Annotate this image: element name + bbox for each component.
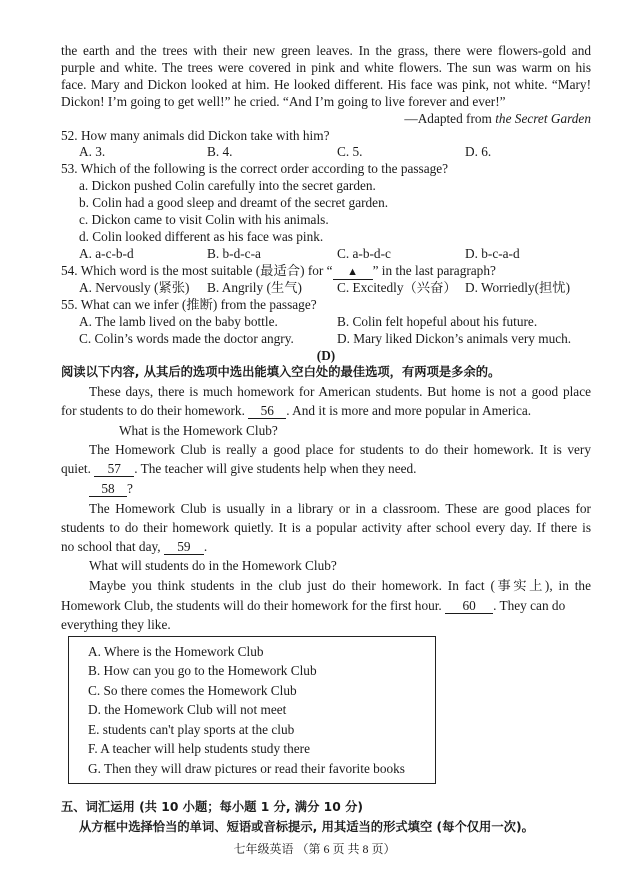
option-f[interactable]: F. A teacher will help students study there <box>88 741 310 756</box>
q55-option-a[interactable]: A. The lamb lived on the baby bottle. <box>79 314 278 329</box>
option-g[interactable]: G. Then they will draw pictures or read their favorite books <box>88 761 405 776</box>
text: . And it is more and more popular in America. <box>286 403 532 418</box>
blank-56[interactable]: 56 <box>248 404 286 419</box>
paragraph-line <box>61 597 591 614</box>
text: no school that day, <box>61 539 161 554</box>
q53-option-d[interactable]: D. b-c-a-d <box>465 246 520 261</box>
paragraph-line: students to do their homework quietly. It is a popular activity after school every day. If there is <box>61 520 591 535</box>
passage-line: purple and white. The trees were covered in pink and white flowers. The sun was warm on his <box>61 60 591 75</box>
blank-58[interactable]: 58 <box>89 482 127 497</box>
q54-blank: ▲ <box>333 265 373 280</box>
q54-option-c[interactable]: C. Excitedly（兴奋） <box>337 280 457 295</box>
q54-option-d[interactable]: D. Worriedly(担忧) <box>465 280 571 295</box>
text: . <box>203 539 208 554</box>
q52-option-c[interactable]: C. 5. <box>337 144 363 159</box>
q53-option-a[interactable]: A. a-c-b-d <box>79 246 134 261</box>
q55-option-b[interactable]: B. Colin felt hopeful about his future. <box>337 314 538 329</box>
q54-option-a[interactable]: A. Nervously (紧张) <box>79 280 190 295</box>
text: . The teacher will give students help when they need. <box>134 461 417 476</box>
q55-option-c[interactable]: C. Colin’s words made the doctor angry. <box>79 331 294 346</box>
question-55-stem: 55. What can we infer (推断) from the passage? <box>61 297 317 312</box>
question-52-stem: 52. How many animals did Dickon take with him? <box>61 128 330 143</box>
text: quiet. <box>61 461 91 476</box>
blank-57[interactable]: 57 <box>94 462 134 477</box>
text: ? <box>127 481 133 496</box>
section-5-instruction: 从方框中选择恰当的单词、短语或音标提示, 用其适当的形式填空 (每个仅用一次)。 <box>79 820 534 834</box>
blank-60[interactable]: 60 <box>445 599 493 614</box>
paragraph-line <box>61 538 591 555</box>
q52-option-a[interactable]: A. 3. <box>79 144 106 159</box>
heading-what-will-students-do: What will students do in the Homework Club? <box>89 558 337 573</box>
page-footer: 七年级英语 （第 6 页 共 8 页） <box>233 842 396 856</box>
q53-event: a. Dickon pushed Colin carefully into the secret garden. <box>79 178 376 193</box>
paragraph-line: These days, there is much homework for American students. But home is not a good place <box>89 384 591 399</box>
passage-line: face. Mary and Dickon looked at him. He looked different. His face was pink, not white. “Mary! <box>61 77 591 92</box>
options-box <box>68 636 436 784</box>
passage-source <box>61 110 591 127</box>
passage-line: Dickon! I’m going to get well!” he cried. “And I’m going to live forever and ever!” <box>61 94 506 109</box>
q52-option-d[interactable]: D. 6. <box>465 144 492 159</box>
text: for students to do their homework. <box>61 403 245 418</box>
q55-option-d[interactable]: D. Mary liked Dickon’s animals very much. <box>337 331 572 346</box>
paragraph-line <box>61 460 591 477</box>
q54-stem-post: ” in the last paragraph? <box>372 263 496 278</box>
section-d-label: (D) <box>316 348 336 363</box>
q52-option-b[interactable]: B. 4. <box>207 144 233 159</box>
option-a[interactable]: A. Where is the Homework Club <box>88 644 264 659</box>
section-5-title: 五、词汇运用 (共 10 小题；每小题 1 分, 满分 10 分) <box>61 800 363 814</box>
question-53-stem: 53. Which of the following is the correct order according to the passage? <box>61 161 449 176</box>
option-e[interactable]: E. students can't play sports at the club <box>88 722 295 737</box>
heading-blank-58 <box>89 480 591 497</box>
paragraph-line <box>61 402 591 419</box>
option-b[interactable]: B. How can you go to the Homework Club <box>88 663 317 678</box>
paragraph-line: Maybe you think students in the club just do their homework. In fact (事实上), in the <box>89 578 591 593</box>
q54-option-b[interactable]: B. Angrily (生气) <box>207 280 302 295</box>
section-d-instruction: 阅读以下内容, 从其后的选项中选出能填入空白处的最佳选项，有两项是多余的。 <box>61 365 501 379</box>
heading-what-is-club: What is the Homework Club? <box>119 423 278 438</box>
paragraph-line: everything they like. <box>61 617 171 632</box>
q53-option-c[interactable]: C. a-b-d-c <box>337 246 391 261</box>
q53-event: b. Colin had a good sleep and dreamt of the secret garden. <box>79 195 389 210</box>
q53-event: c. Dickon came to visit Colin with his animals. <box>79 212 329 227</box>
paragraph-line: The Homework Club is usually in a library or in a classroom. These are good places for <box>89 501 591 516</box>
source-prefix: —Adapted from <box>404 111 496 126</box>
option-d[interactable]: D. the Homework Club will not meet <box>88 702 287 717</box>
option-c[interactable]: C. So there comes the Homework Club <box>88 683 297 698</box>
q53-event: d. Colin looked different as his face was pink. <box>79 229 324 244</box>
paragraph-line: The Homework Club is really a good place for students to do their homework. It is very <box>89 442 591 457</box>
text: . They can do <box>493 598 566 613</box>
blank-59[interactable]: 59 <box>164 540 204 555</box>
q54-stem-pre: 54. Which word is the most suitable (最适合) for “ <box>61 263 333 278</box>
question-54-stem <box>61 262 591 280</box>
text: Homework Club, the students will do their homework for the first hour. <box>61 598 442 613</box>
passage-line: the earth and the trees with their new green leaves. In the grass, there were flowers-gold and <box>61 43 591 58</box>
q53-option-b[interactable]: B. b-d-c-a <box>207 246 261 261</box>
source-title: the Secret Garden <box>495 111 591 126</box>
